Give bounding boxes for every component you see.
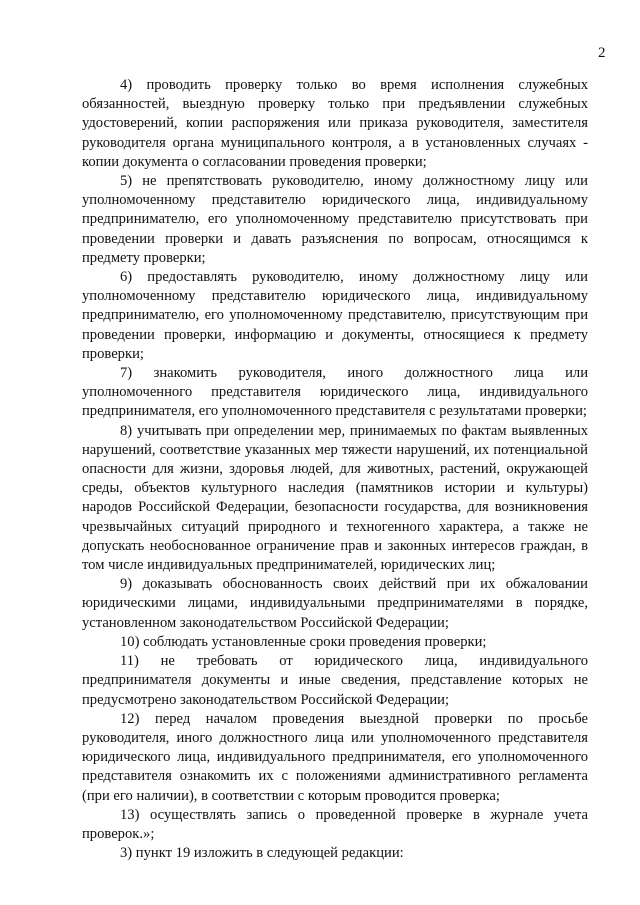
paragraph-item-4: 4) проводить проверку только во время исполнения служебных обязанностей, выездную проверку только при предъявлении служебных удостоверений, копии распоряжения или приказа руководителя, заместителя руководителя органа муниципального контроля, а в установленных случаях - копии документа о согласовании проведения проверки; (82, 77, 588, 170)
paragraph-item-10: 10) соблюдать установленные сроки проведения проверки; (120, 633, 487, 650)
paragraph-item-6: 6) предоставлять руководителю, иному должностному лицу или уполномоченному представителю юридического лица, индивидуальному предпринимателю, его уполномоченному представителю, присутствующим при проведении проверки, информацию и документы, относящиеся к предмету проверки; (82, 269, 588, 362)
paragraph-clause-3: 3) пункт 19 изложить в следующей редакции: (120, 845, 404, 862)
document-body (82, 76, 588, 863)
paragraph-item-11: 11) не требовать от юридического лица, индивидуального предпринимателя документы и иные сведения, представление которых не предусмотрено законодательством Российской Федерации; (82, 653, 588, 708)
page-number: 2 (598, 45, 606, 61)
paragraph-item-13: 13) осуществлять запись о проведенной проверке в журнале учета проверок.»; (82, 806, 588, 842)
paragraph-item-8: 8) учитывать при определении мер, принимаемых по фактам выявленных нарушений, соответствие указанных мер тяжести нарушений, их потенциальной опасности для жизни, здоровья людей, для животных, растений, окружающей среды, объектов культурного наследия (памятников истории и культуры) народов Российской Федерации, безопасности государства, для возникновения чрезвычайных ситуаций природного и техногенного характера, а также не допускать необоснованное ограничение прав и законных интересов граждан, в том числе индивидуальных предпринимателей, юридических лиц; (82, 422, 588, 574)
paragraph-item-12: 12) перед началом проведения выездной проверки по просьбе руководителя, иного должностного лица или уполномоченного представителя юридического лица, индивидуального предпринимателя, его уполномоченного представителя ознакомить их с положениями административного регламента (при его наличии), в соответствии с которым проводится проверка; (82, 710, 588, 804)
paragraph-item-5: 5) не препятствовать руководителю, иному должностному лицу или уполномоченному представителю юридического лица, индивидуальному предпринимателю, его уполномоченному представителю присутствовать при проведении проверки и давать разъяснения по вопросам, относящимся к предмету проверки; (82, 173, 588, 266)
paragraph-item-9: 9) доказывать обоснованность своих действий при их обжаловании юридическими лицами, индивидуальными предпринимателями в порядке, установленном законодательством Российской Федерации; (82, 576, 588, 631)
paragraph-item-7: 7) знакомить руководителя, иного должностного лица или уполномоченного представителя юридического лица, индивидуального предпринимателя, его уполномоченного представителя с результатами проверки; (82, 365, 588, 420)
